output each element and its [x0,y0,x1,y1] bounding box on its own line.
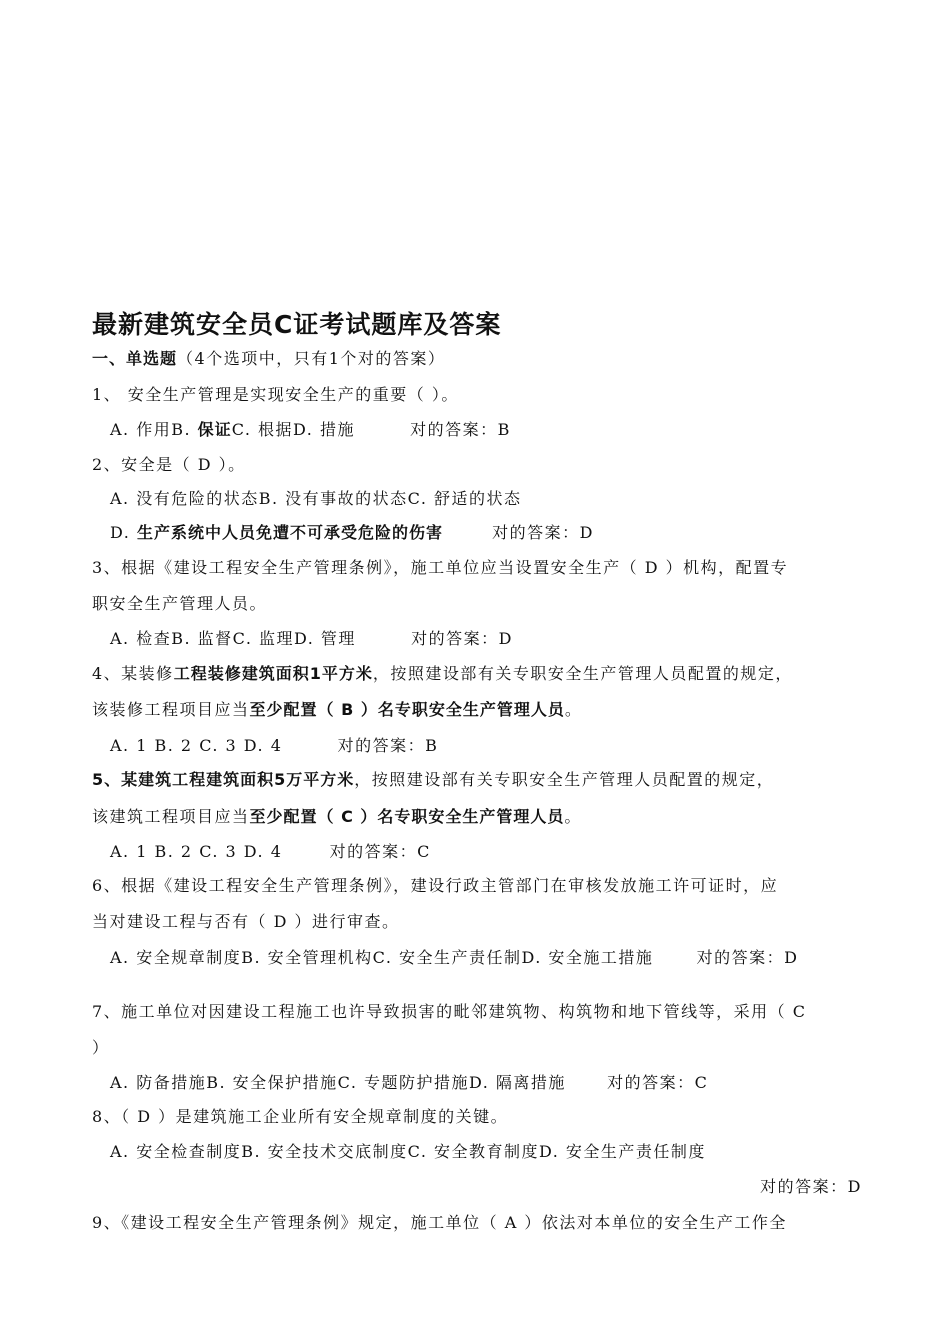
q5-l2-pre: 该建筑工程项目应当 [92,807,250,826]
q4-l2-post: 。 [564,700,583,719]
question-7-line-1: 7、施工单位对因建设工程施工也许导致损害的毗邻建筑物、构筑物和地下管线等，采用（ C [92,1002,807,1021]
q4-answer: 对的答案：B [337,736,439,755]
question-7-line-2: ） [92,1038,110,1057]
question-5-line-2 [92,807,582,827]
question-2: 2、安全是（ D ）。 [92,455,246,474]
q4-l2-bold: 至少配置（ B ）名专职安全生产管理人员 [249,700,565,719]
section-heading-bold: 一、单选题 [92,349,178,368]
question-4-line-1 [92,664,793,684]
q5-l2-bold: 至少配置（ C ）名专职安全生产管理人员 [249,807,565,826]
q6-options: A. 安全规章制度B. 安全管理机构C. 安全生产责任制D. 安全施工措施 [110,948,654,967]
question-4-options [110,736,438,756]
q3-answer: 对的答案：D [411,629,513,648]
question-8-options: A. 安全检查制度B. 安全技术交底制度C. 安全教育制度D. 安全生产责任制度 [110,1142,706,1161]
question-5-line-1 [92,770,774,790]
question-4-line-2 [92,700,582,720]
q4-l1-post: ，按照建设部有关专职安全生产管理人员配置的规定， [372,664,793,683]
q5-options: A. 1 B. 2 C. 3 D. 4 [110,842,283,861]
question-7-options [110,1073,708,1093]
q4-l1-pre: 4、某装修 [92,664,174,683]
question-2-options: A. 没有危险的状态B. 没有事故的状态C. 舒适的状态 [110,489,522,508]
q1-answer: 对的答案：B [410,420,511,439]
question-5-options [110,842,431,862]
question-3-options [110,629,513,649]
section-heading-note: （4个选项中，只有1个对的答案） [177,349,446,368]
question-1: 1、 安全生产管理是实现安全生产的重要（ ）。 [92,385,459,404]
q3-options: A. 检查B. 监督C. 监理D. 管理 [110,629,356,648]
q2-answer: 对的答案：D [492,523,594,542]
question-6-line-1: 6、根据《建设工程安全生产管理条例》，建设行政主管部门在审核发放施工许可证时，应 [92,876,779,895]
q2-option-d: 生产系统中人员免遭不可承受危险的伤害 [136,523,443,542]
question-8-answer: 对的答案：D [760,1177,862,1196]
section-heading [92,349,445,369]
document-title: 最新建筑安全员C证考试题库及答案 [92,310,502,339]
q5-l1-post: ，按照建设部有关专职安全生产管理人员配置的规定， [354,770,775,789]
question-1-options [110,420,511,440]
q1-option-b: 保证 [197,420,232,439]
q2-option-d-prefix: D. [110,523,131,542]
q1-option-a: A. 作用B. [110,420,192,439]
question-6-line-2: 当对建设工程与否有（ D ）进行审查。 [92,912,400,931]
question-9-line-1: 9、《建设工程安全生产管理条例》规定，施工单位（ A ）依法对本单位的安全生产工作全 [92,1213,787,1232]
question-3-line-1: 3、根据《建设工程安全生产管理条例》，施工单位应当设置安全生产（ D ）机构，配置专 [92,558,789,577]
q5-l2-post: 。 [564,807,582,826]
q4-l2-pre: 该装修工程项目应当 [92,700,250,719]
question-8: 8、（ D ）是建筑施工企业所有安全规章制度的关键。 [92,1107,509,1126]
q4-options: A. 1 B. 2 C. 3 D. 4 [110,736,283,755]
q5-answer: 对的答案：C [329,842,431,861]
q5-l1-bold: 5、某建筑工程建筑面积5万平方米 [92,770,355,789]
question-3-line-2: 职安全生产管理人员。 [92,594,268,613]
q6-answer: 对的答案：D [696,948,799,967]
question-6-options [110,948,798,968]
q4-l1-bold: 工程装修建筑面积1平方米 [173,664,373,683]
q1-option-rest: C. 根据D. 措施 [231,420,355,439]
question-2-option-d [110,523,594,543]
q7-options: A. 防备措施B. 安全保护措施C. 专题防护措施D. 隔离措施 [110,1073,566,1092]
q7-answer: 对的答案：C [607,1073,709,1092]
